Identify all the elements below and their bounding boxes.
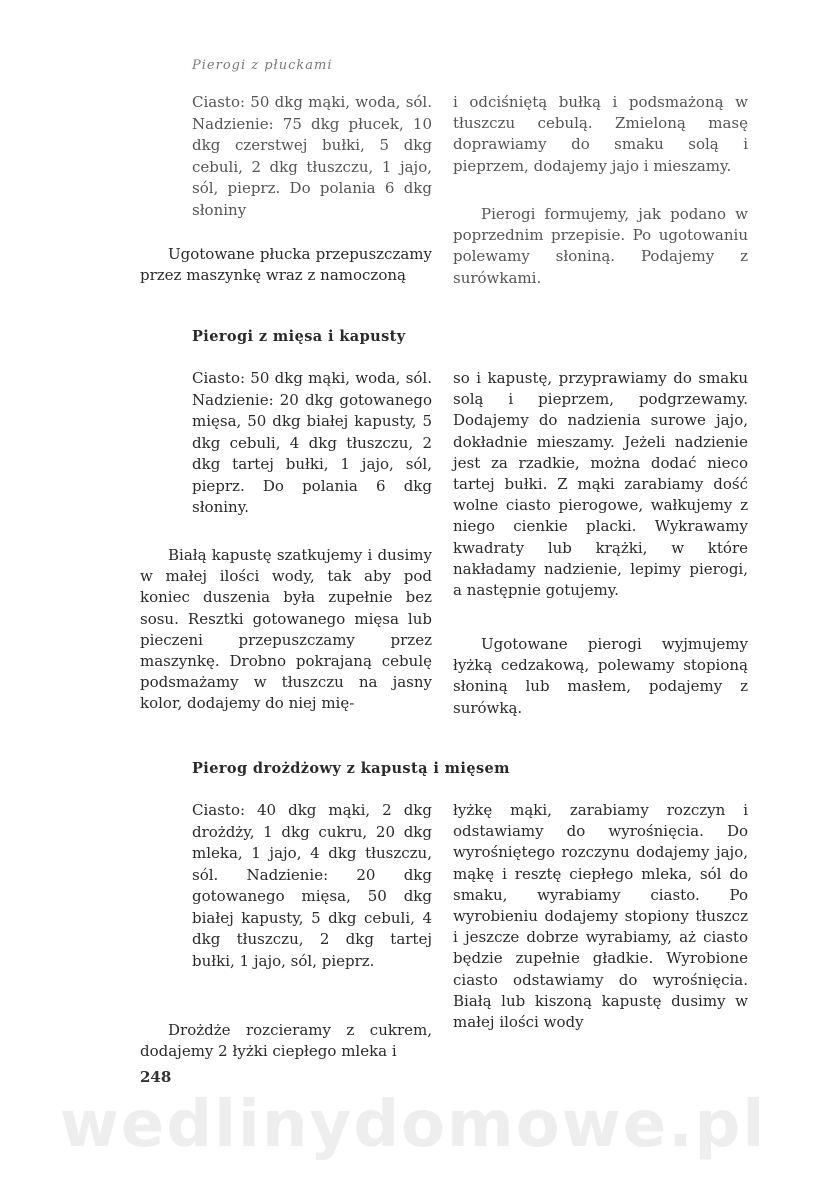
sec1-ingredients: Ciasto: 50 dkg mąki, woda, sól. Nadzienie: 75 dkg płucek, 10 dkg czerstwej bułki, 5 dkg cebuli, 2 dkg tłuszczu, 1 jajo, sól, pieprz. Do polania 6 dkg słoniny xyxy=(192,93,432,219)
page-number: 248 xyxy=(140,1068,172,1086)
sec3-left-text: Drożdże rozcieramy z cukrem, dodajemy 2 łyżki ciepłego mleka i xyxy=(140,1021,432,1061)
sec1-right-text-2: Pierogi formujemy, jak podano w poprzednim przepisie. Po ugotowaniu polewamy słoniną. Podajemy z surówkami. xyxy=(453,205,748,287)
sec3-title: Pierog drożdżowy z kapustą i mięsem xyxy=(192,760,510,777)
sec2-left-text: Białą kapustę szatkujemy i dusimy w małej ilości wody, tak aby pod koniec duszenia była zupełnie bez sosu. Resztki gotowanego mięsa lub pieczeni przepuszczamy przez maszynkę. Drobno pokrajaną cebulę podsmażamy w tłuszczu na jasny kolor, dodajemy do niej mię- xyxy=(140,546,432,713)
sec1-right-text: i odciśniętą bułką i podsmażoną w tłuszczu cebulą. Zmieloną masę doprawiamy do smaku solą i pieprzem, dodajemy jajo i mieszamy. xyxy=(453,93,748,175)
sec3-right-text: łyżkę mąki, zarabiamy rozczyn i odstawiamy do wyrośnięcia. Do wyrośniętego rozczynu dodajemy jajo, mąkę i resztę ciepłego mleka, sól do smaku, wyrabiamy ciasto. Po wyrobieniu dodajemy stopiony tłuszcz i jeszcze dobrze wyrabiamy, aż ciasto będzie zupełnie gładkie. Wyrobione ciasto odstawiamy do wyrośnięcia. Białą lub kiszoną kapustę dusimy w małej ilości wody xyxy=(453,801,748,1032)
sec3-ingredients: Ciasto: 40 dkg mąki, 2 dkg drożdży, 1 dkg cukru, 20 dkg mleka, 1 jajo, 4 dkg tłuszczu, sól. Nadzienie: 20 dkg gotowanego mięsa, 50 dkg białej kapusty, 5 dkg cebuli, 4 dkg tłuszczu, 2 dkg tartej bułki, 1 jajo, sól, pieprz. xyxy=(192,801,432,970)
sec2-right-text: so i kapustę, przyprawiamy do smaku solą i pieprzem, podgrzewamy. Dodajemy do nadzienia surowe jajo, dokładnie mieszamy. Jeżeli nadzienie jest za rzadkie, można dodać nieco tartej bułki. Z mąki zarabiamy dość wolne ciasto pierogowe, wałkujemy z niego cienkie placki. Wykrawamy kwadraty lub krążki, w które nakładamy nadzienie, lepimy pierogi, a następnie gotujemy. xyxy=(453,369,748,600)
watermark: wedlinydomowe.pl xyxy=(59,1088,767,1162)
sec1-left-text: Ugotowane płucka przepuszczamy przez maszynkę wraz z namoczoną xyxy=(140,245,432,285)
sec2-ingredients: Ciasto: 50 dkg mąki, woda, sól. Nadzienie: 20 dkg gotowanego mięsa, 50 dkg białej kapusty, 5 dkg cebuli, 4 dkg tłuszczu, 2 dkg tartej bułki, 1 jajo, sól, pieprz. Do polania 6 dkg słoniny. xyxy=(192,369,432,516)
sec2-title: Pierogi z mięsa i kapusty xyxy=(192,328,406,345)
running-head: Pierogi z płuckami xyxy=(192,58,333,73)
sec2-right-text-2: Ugotowane pierogi wyjmujemy łyżką cedzakową, polewamy stopioną słoniną lub masłem, podajemy z surówką. xyxy=(453,635,748,717)
